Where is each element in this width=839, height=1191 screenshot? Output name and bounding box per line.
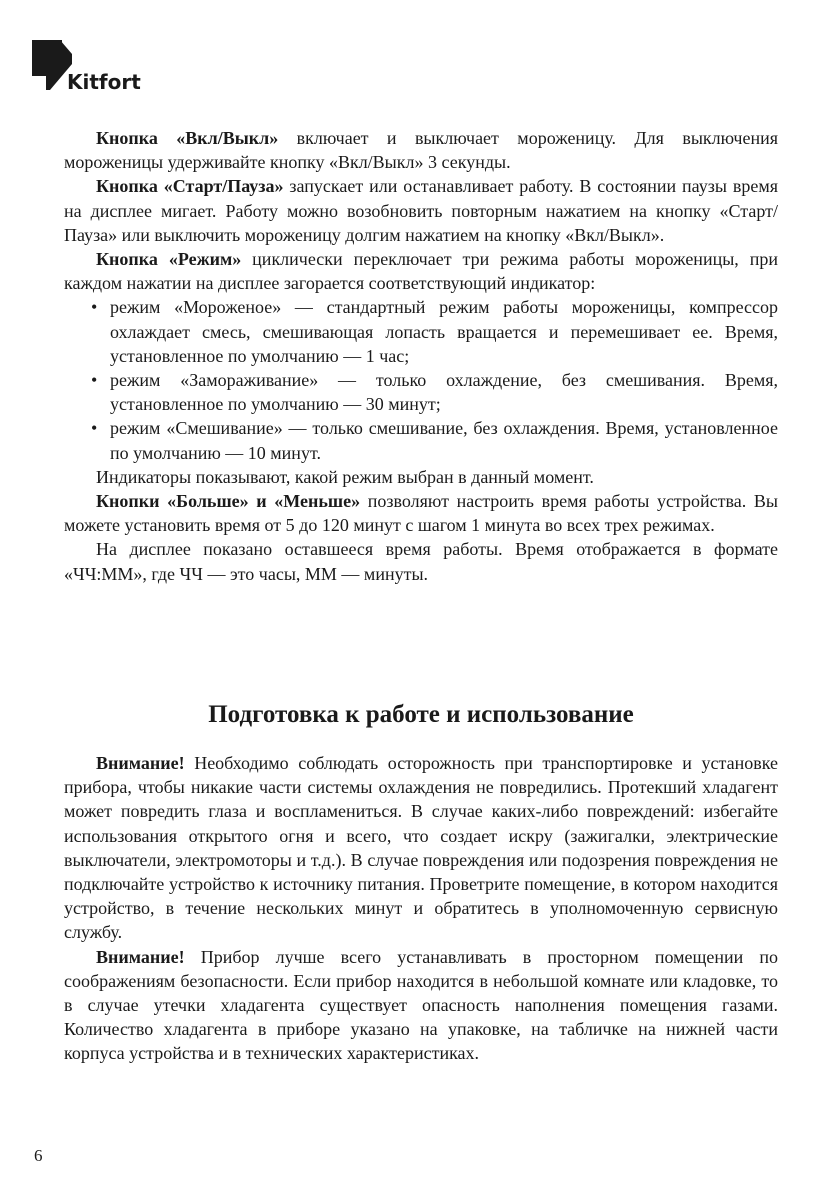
controls-description (64, 126, 778, 586)
paragraph-warning-transport (64, 751, 778, 945)
list-item-mode-freezing: • режим «Замораживание» — только охлаждение, без смешивания. Время, установленное по умолчанию — 30 минут; (64, 368, 778, 416)
paragraph-mode-button (64, 247, 778, 295)
text-power-button: включает и выключает мороженицу. Для выключения мороженицы удерживайте кнопку «Вкл/Выкл» 3 секунды. (64, 128, 778, 173)
paragraph-power-button (64, 126, 778, 174)
term-mode-button: Кнопка «Режим» (96, 249, 242, 270)
brand-logo (32, 40, 192, 96)
list-item-mode-ice-cream: • режим «Мороженое» — стандартный режим работы мороженицы, компрессор охлаждает смесь, смешивающая лопасть вращается и перемешивает ее. Время, установленное по умолчанию — 1 час; (64, 295, 778, 368)
list-item-mode-mixing: • режим «Смешивание» — только смешивание, без охлаждения. Время, установленное по умолчанию — 10 минут. (64, 416, 778, 464)
page-number: 6 (34, 1146, 43, 1165)
term-warning: Внимание! (96, 753, 185, 773)
text-plus-minus-buttons: позволяют настроить время работы устройства. Вы можете установить время от 5 до 120 минут с шагом 1 минута во всех трех режимах. (64, 491, 778, 536)
text-start-pause-button: запускает или останавливает работу. В состоянии паузы время на дисплее мигает. Работу можно возобновить повторным нажатием на кнопку «Старт/Пауза» или выключить мороженицу долгим нажатием на кнопку «Вкл/Выкл». (64, 176, 779, 245)
term-warning: Внимание! (96, 946, 185, 967)
preparation-description (64, 751, 778, 1066)
section-title: Подготовка к работе и использование (208, 701, 634, 728)
text-warning-transport: Необходимо соблюдать осторожность при транспортировке и установке прибора, чтобы никакие части системы охлаждения не повредились. Протекший хладагент может повредить глаза и воспламениться. В случае каких-либо повреждений: избегайте использования открытого огня и всего, что создает искру (зажигалки, электрические выключатели, электромоторы и т.д.). В случае повреждения или подозрения повреждения не подключайте устройство к источнику питания. Проветрите помещение, в котором находится устройство, в течение нескольких минут и обратитесь в уполномоченную сервисную службу. (64, 753, 778, 943)
paragraph-start-pause-button (64, 174, 778, 247)
text-mode-button: циклически переключает три режима работы мороженицы, при каждом нажатии на дисплее загорается соответствующий индикатор: (64, 249, 778, 294)
paragraph-indicators: Индикаторы показывают, какой режим выбран в данный момент. (96, 466, 594, 487)
term-power-button: Кнопка «Вкл/Выкл» (96, 128, 279, 148)
term-plus-minus-buttons: Кнопки «Больше» и «Меньше» (96, 491, 361, 512)
term-start-pause-button: Кнопка «Старт/Пауза» (96, 176, 284, 197)
modes-list (64, 295, 778, 464)
paragraph-warning-room (64, 945, 778, 1066)
text-warning-room: Прибор лучше всего устанавливать в просторном помещении по соображениям безопасности. Если прибор находится в небольшой комнате или кладовке, то в случае утечки хладагента существует опасность наполнения помещения газами. Количество хладагента в приборе указано на упаковке, на табличке на нижней части корпуса устройства и в технических характеристиках. (64, 946, 778, 1064)
brand-name: Kitfort (67, 70, 141, 94)
kitfort-logo-icon (32, 40, 72, 90)
paragraph-plus-minus-buttons (64, 489, 778, 537)
paragraph-display: На дисплее показано оставшееся время работы. Время отображается в формате «ЧЧ:ММ», где ЧЧ — это часы, ММ — минуты. (64, 539, 778, 584)
